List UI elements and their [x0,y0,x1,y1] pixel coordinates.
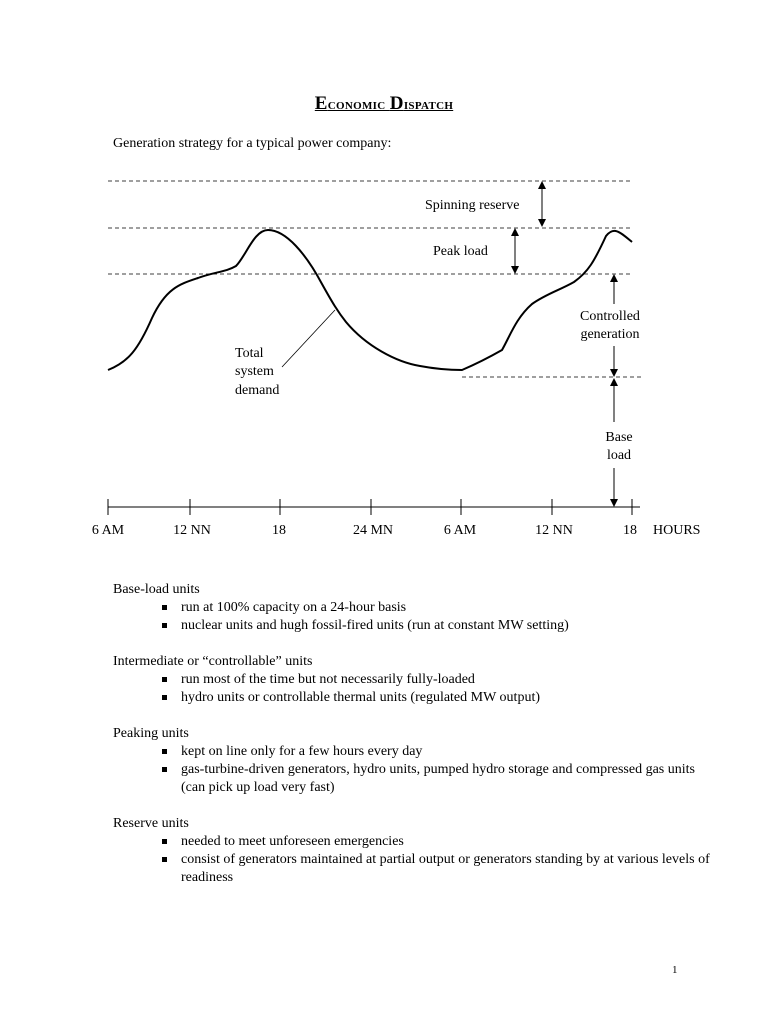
section-base-load [113,581,713,635]
demand-label-3: demand [235,383,280,398]
section-heading: Reserve units [113,816,189,831]
tick-label: 24 MN [352,523,394,538]
section-heading: Intermediate or “controllable” units [113,654,313,669]
list-item: nuclear units and hugh fossil-fired units (run at constant MW setting) [113,617,713,635]
tick-label: 6 AM [91,523,125,538]
demand-curve [108,230,632,370]
unit-types-list [113,581,713,905]
tick-label: 12 NN [535,523,573,538]
controlled-label-1: Controlled [580,309,640,324]
tick-label: 12 NN [173,523,211,538]
list-item: consist of generators maintained at partial output or generators standing by at various levels of readiness [113,851,713,887]
dispatch-diagram [0,160,768,550]
list-item: hydro units or controllable thermal units (regulated MW output) [113,689,713,707]
list-item: kept on line only for a few hours every day [113,743,713,761]
page-title: Economic Dispatch [314,93,454,114]
demand-label-2: system [235,364,274,379]
peak-load-label: Peak load [433,244,488,259]
list-item: needed to meet unforeseen emergencies [113,833,713,851]
controlled-label-2: generation [580,327,640,342]
demand-pointer [282,310,335,367]
base-label-1: Base [605,430,633,445]
intro-text: Generation strategy for a typical power company: [113,136,392,151]
section-reserve [113,815,713,887]
demand-label-1: Total [235,346,264,361]
spinning-reserve-label: Spinning reserve [425,198,520,213]
section-heading: Peaking units [113,726,189,741]
list-item: gas-turbine-driven generators, hydro units, pumped hydro storage and compressed gas units (can pick up load very fast) [113,761,713,797]
section-heading: Base-load units [113,582,200,597]
tick-label: 18 [623,523,637,538]
axis-unit-label: HOURS [653,523,701,538]
list-item: run most of the time but not necessarily fully-loaded [113,671,713,689]
tick-label: 6 AM [443,523,477,538]
section-intermediate [113,653,713,707]
page-number: 1 [672,964,678,976]
tick-label: 18 [272,523,286,538]
base-label-2: load [606,448,632,463]
section-peaking [113,725,713,797]
list-item: run at 100% capacity on a 24-hour basis [113,599,713,617]
